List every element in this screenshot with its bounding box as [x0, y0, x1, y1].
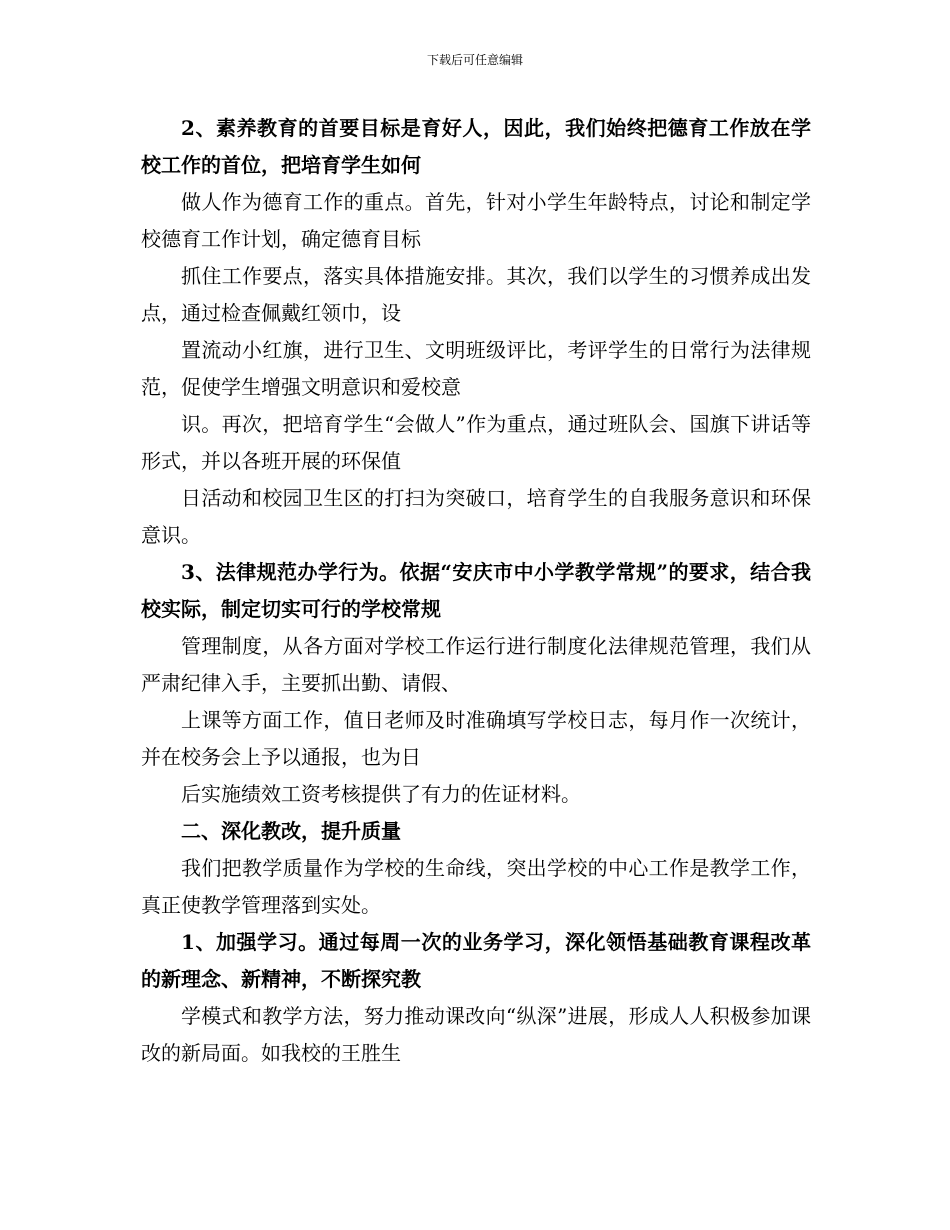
- page-header: 下载后可任意编辑: [426, 53, 523, 67]
- paragraph-12: 我们把教学质量作为学校的生命线，突出学校的中心工作是教学工作，真正使教学管理落到实处。: [141, 856, 811, 917]
- paragraph-14: 学模式和教学方法，努力推动课改向“纵深”进展，形成人人积极参加课改的新局面。如我校的王胜生: [141, 1004, 811, 1065]
- paragraph-8: 管理制度，从各方面对学校工作运行进行制度化法律规范管理，我们从严肃纪律入手，主要抓出勤、请假、: [141, 634, 811, 695]
- paragraph-5: 识。再次，把培育学生“会做人”作为重点，通过班队会、国旗下讲话等形式，并以各班开展的环保值: [141, 412, 811, 473]
- paragraph-6: 日活动和校园卫生区的打扫为突破口，培育学生的自我服务意识和环保意识。: [141, 486, 811, 547]
- paragraph-13: 1、加强学习。通过每周一次的业务学习，深化领悟基础教育课程改革的新理念、新精神，不断探究教: [141, 930, 811, 991]
- paragraph-10: 后实施绩效工资考核提供了有力的佐证材料。: [181, 782, 581, 806]
- paragraph-3: 抓住工作要点，落实具体措施安排。其次，我们以学生的习惯养成出发点，通过检查佩戴红领巾，设: [141, 264, 811, 325]
- section-heading: 二、深化教改，提升质量: [181, 819, 401, 843]
- paragraph-4: 置流动小红旗，进行卫生、文明班级评比，考评学生的日常行为法律规范，促使学生增强文明意识和爱校意: [141, 338, 811, 399]
- paragraph-9: 上课等方面工作，值日老师及时准确填写学校日志，每月作一次统计，并在校务会上予以通报，也为日: [141, 708, 811, 769]
- paragraph-7: 3、法律规范办学行为。依据“安庆市中小学教学常规”的要求，结合我校实际，制定切实可行的学校常规: [141, 560, 811, 621]
- paragraph-1: 2、素养教育的首要目标是育好人，因此，我们始终把德育工作放在学校工作的首位，把培育学生如何: [141, 116, 811, 177]
- document-body: [141, 110, 811, 1072]
- paragraph-2: 做人作为德育工作的重点。首先，针对小学生年龄特点，讨论和制定学校德育工作计划，确定德育目标: [141, 190, 811, 251]
